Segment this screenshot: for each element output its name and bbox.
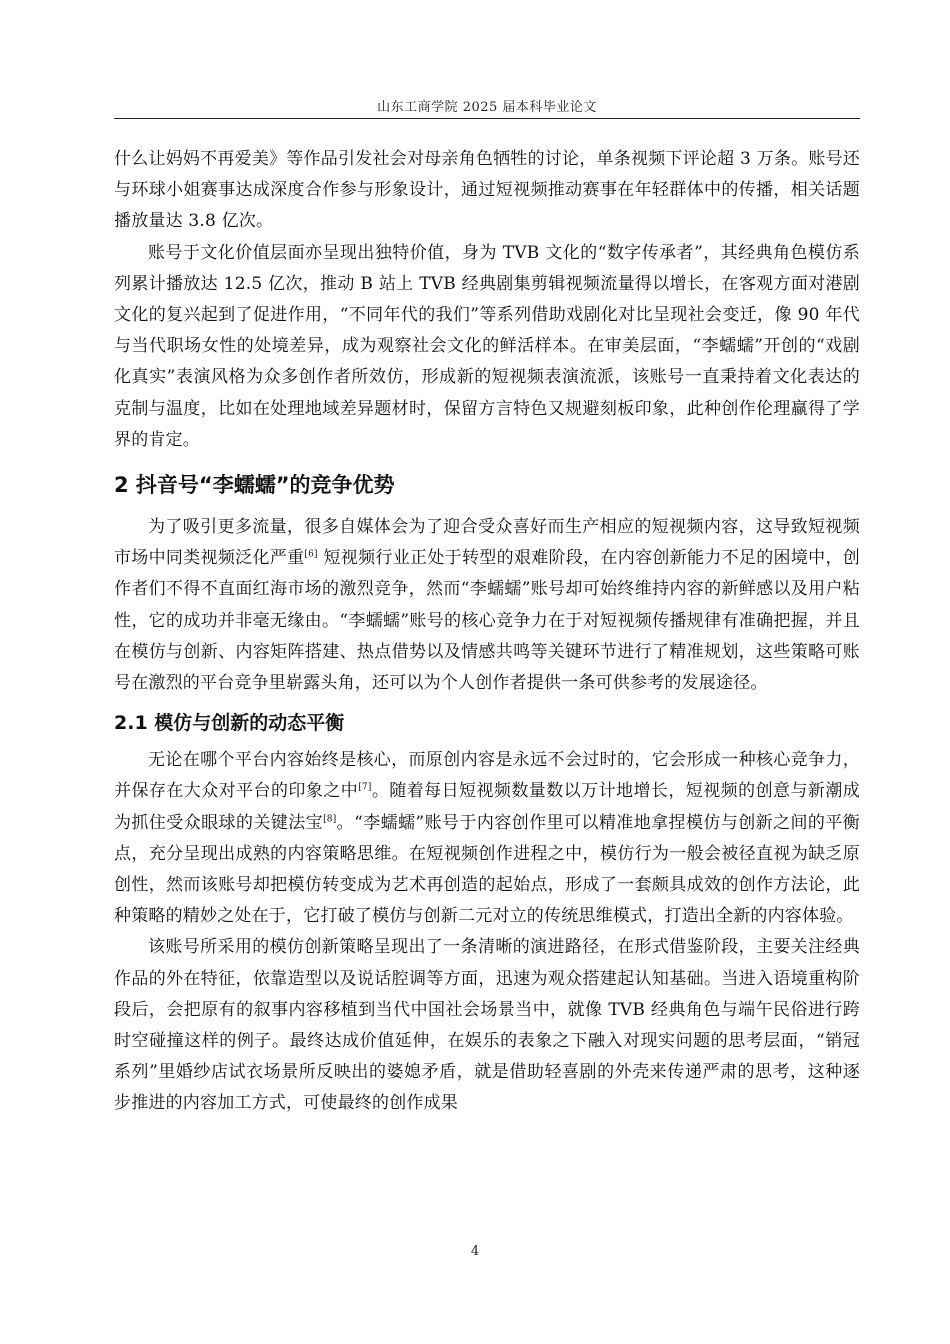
citation-ref: [6] (304, 549, 318, 560)
body-content (114, 144, 860, 1120)
header-rule (114, 118, 860, 119)
paragraph-text: 短视频行业正处于转型的艰难阶段，在内容创新能力不足的困境中，创作者们不得不直面红海市场的激烈竞争，然而“李蠕蠕”账号却可始终维持内容的新鲜感以及用户粘性，它的成功并非毫无缘由。“李蠕蠕”账号的核心竞争力在于对短视频传播规律有准确把握，并且在模仿与创新、内容矩阵搭建、热点借势以及情感共鸣等关键环节进行了精准规划，这些策略可账号在激烈的平台竞争里崭露头角，还可以为个人创作者提供一条可供参考的发展途径。 (114, 548, 860, 694)
paragraph-competition (114, 512, 860, 699)
paragraph-text: 无论在哪个平台内容始终是核心，而原创内容是永远不会过时的，它会形成一种核心竞争力，并保存在大众对平台的印象之中 (114, 750, 860, 802)
paragraph-text: 。“李蠕蠕”账号于内容创作里可以精准地拿捏模仿与创新之间的平衡点，充分呈现出成熟的内容策略思维。在短视频创作进程之中，模仿行为一般会被径直视为缺乏原创性，然而该账号却把模仿转变成为艺术再创造的起始点，形成了一套颇具成效的创作方法论，此种策略的精妙之处在于，它打破了模仿与创新二元对立的传统思维模式，打造出全新的内容体验。 (114, 812, 860, 927)
paragraph-cultural-value: 账号于文化价值层面亦呈现出独特价值，身为 TVB 文化的“数字传承者”，其经典角色模仿系列累计播放达 12.5 亿次，推动 B 站上 TVB 经典剧集剪辑视频流量得以增长，在客观方面对港剧文化的复兴起到了促进作用，“不同年代的我们”等系列借助戏剧化对比呈现社会变迁，像 90 年代与当代职场女性的处境差异，成为观察社会文化的鲜活样本。在审美层面，“李蠕蠕”开创的“戏剧化真实”表演风格为众多创作者所效仿，形成新的短视频表演流派，该账号一直秉持着文化表达的克制与温度，比如在处理地域差异题材时，保留方言特色又规避刻板印象，此种创作伦理赢得了学界的肯定。 (114, 242, 860, 450)
page-number: 4 (470, 1244, 480, 1259)
paragraph-continuation: 什么让妈妈不再爱美》等作品引发社会对母亲角色牺牲的讨论，单条视频下评论超 3 万条。账号还与环球小姐赛事达成深度合作参与形象设计，通过短视频推动赛事在年轻群体中的传播，相关话题播放量达 3.8 亿次。 (114, 149, 860, 232)
paragraph-strategy-path: 该账号所采用的模仿创新策略呈现出了一条清晰的演进路径，在形式借鉴阶段，主要关注经典作品的外在特征，依靠造型以及说话腔调等方面，迅速为观众搭建起认知基础。当进入语境重构阶段后，会把原有的叙事内容移植到当代中国社会场景当中，就像 TVB 经典角色与端午民俗进行跨时空碰撞这样的例子。最终达成价值延伸，在娱乐的表象之下融入对现实问题的思考层面，“销冠系列”里婚纱店试衣场景所反映出的婆媳矛盾，就是借助轻喜剧的外壳来传递严肃的思考，这种逐步推进的内容加工方式，可使最终的创作成果 (114, 937, 860, 1114)
paragraph-text: 为了吸引更多流量，很多自媒体会为了迎合受众喜好而生产相应的短视频内容，这导致短视频市场中同类视频泛化严重 (114, 517, 860, 569)
paragraph-imitation (114, 745, 860, 932)
paragraph-text: 。随着每日短视频数量数以万计地增长，短视频的创意与新潮成为抓住受众眼球的关键法宝 (114, 781, 860, 833)
subsection-heading: 2.1 模仿与创新的动态平衡 (114, 712, 345, 735)
section-heading: 2 抖音号“李蠕蠕”的竞争优势 (114, 473, 395, 498)
citation-ref: [8] (323, 814, 337, 824)
citation-ref: [7] (358, 782, 372, 793)
running-header: 山东工商学院 2025 届本科毕业论文 (377, 100, 597, 115)
